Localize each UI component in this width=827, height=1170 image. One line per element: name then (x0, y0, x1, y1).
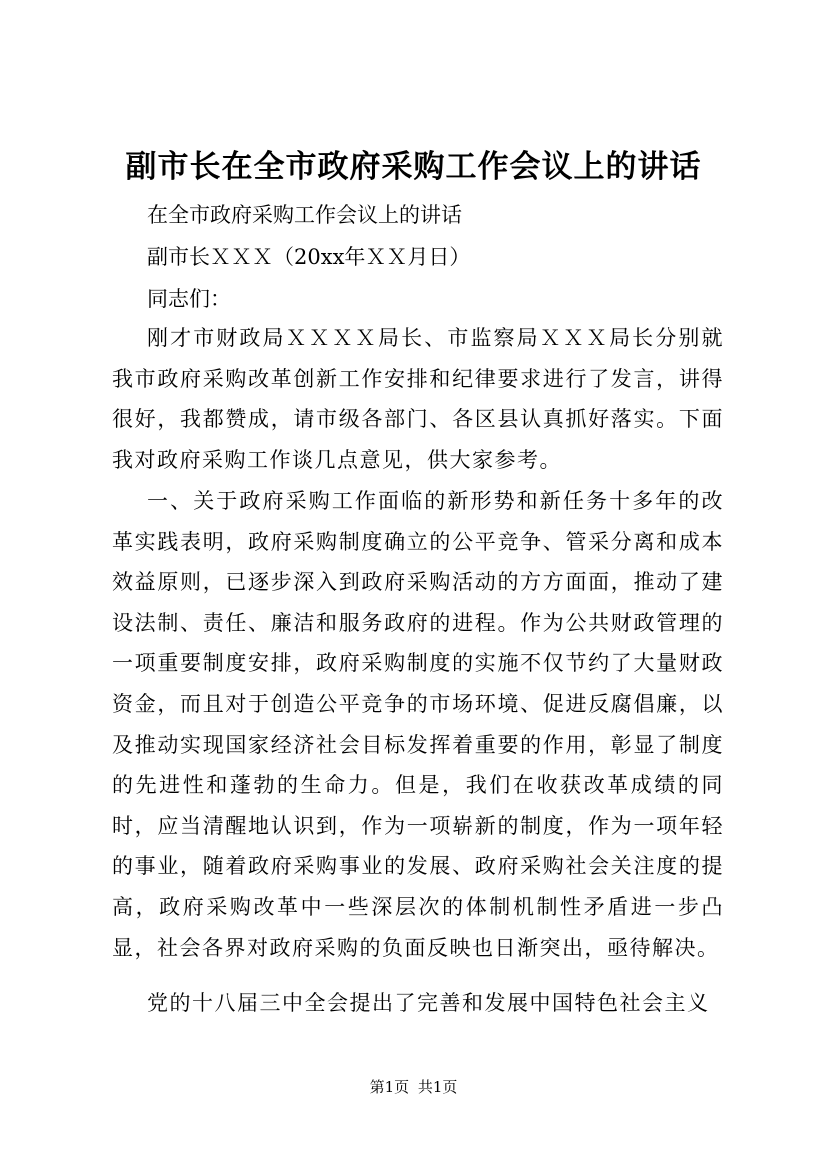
paragraph-1: 刚才市财政局ＸＸＸＸ局长、市监察局ＸＸＸ局长分别就我市政府采购改革创新工作安排和纪律要求进行了发言，讲得很好，我都赞成，请市级各部门、各区县认真抓好落实。下面我对政府采购工作谈几点意见，供大家参考。 (112, 326, 724, 472)
page-number: 第1页 (369, 1078, 410, 1096)
paragraph-2: 一、关于政府采购工作面临的新形势和新任务十多年的改革实践表明，政府采购制度确立的公平竞争、管采分离和成本效益原则，已逐步深入到政府采购活动的方方面面，推动了建设法制、责任、廉洁和服务政府的进程。作为公共财政管理的一项重要制度安排，政府采购制度的实施不仅节约了大量财政资金，而且对于创造公平竞争的市场环境、促进反腐倡廉，以及推动实现国家经济社会目标发挥着重要的作用，彰显了制度的先进性和蓬勃的生命力。但是，我们在收获改革成绩的同时，应当清醒地认识到，作为一项崭新的制度，作为一项年轻的事业，随着政府采购事业的发展、政府采购社会关注度的提高，政府采购改革中一些深层次的体制机制性矛盾进一步凸显，社会各界对政府采购的负面反映也日渐突出，亟待解决。 (112, 489, 724, 960)
document-subtitle: 在全市政府采购工作会议上的讲话 (147, 203, 462, 227)
page-total: 共1页 (417, 1078, 458, 1096)
salutation: 同志们： (147, 287, 231, 311)
paragraph-3: 党的十八届三中全会提出了完善和发展中国特色社会主义 (147, 991, 710, 1015)
document-byline: 副市长ＸＸＸ（20xx年ＸＸ月日） (147, 245, 471, 269)
document-title: 副市长在全市政府采购工作会议上的讲话 (125, 149, 702, 185)
page-footer (0, 1076, 827, 1098)
